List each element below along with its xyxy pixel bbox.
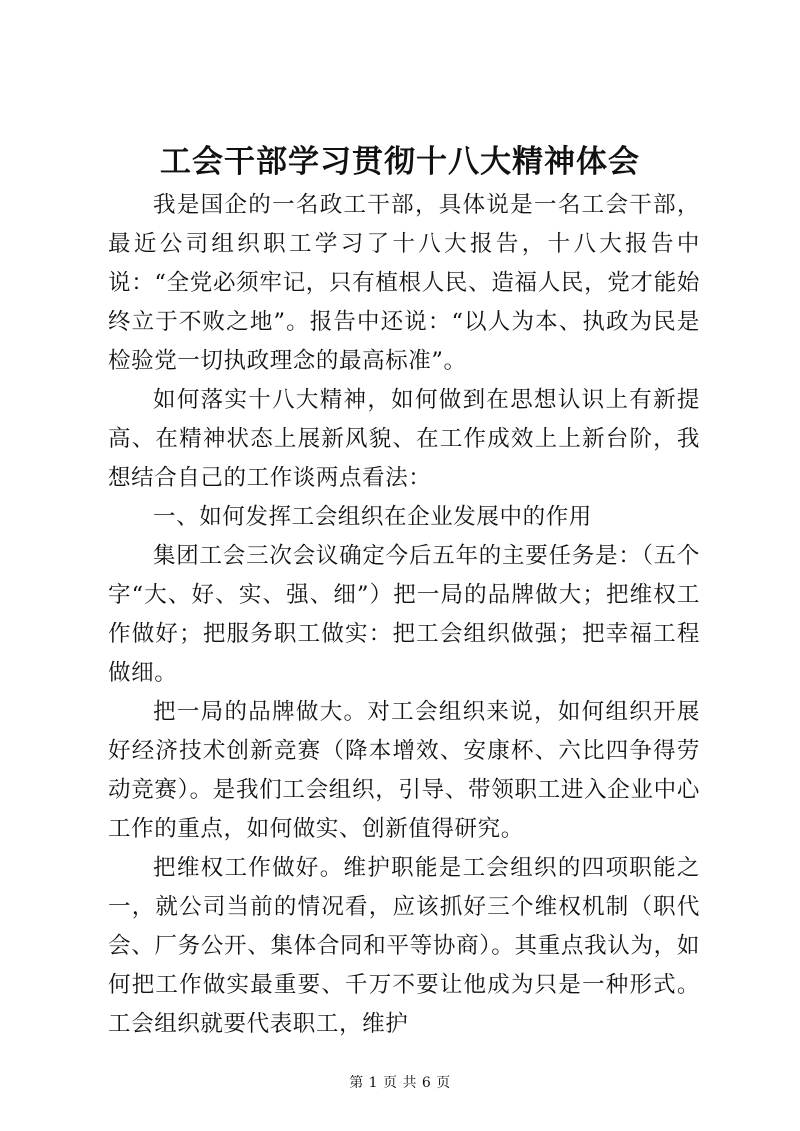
paragraph-question: 如何落实十八大精神，如何做到在思想认识上有新提高、在精神状态上展新风貌、在工作成效上上新台阶，我想结合自己的工作谈两点看法：: [108, 387, 700, 491]
paragraph-intro: 我是国企的一名政工干部，具体说是一名工会干部，最近公司组织职工学习了十八大报告，十八大报告中说：“全党必须牢记，只有植根人民、造福人民，党才能始终立于不败之地”。报告中还说：“以人为本、执政为民是检验党一切执政理念的最高标准”。: [108, 192, 700, 374]
page-footer: 第 1 页 共 6 页: [349, 1075, 451, 1091]
section-heading-1: 一、如何发挥工会组织在企业发展中的作用: [153, 504, 592, 530]
paragraph-brand: 把一局的品牌做大。对工会组织来说，如何组织开展好经济技术创新竞赛（降本增效、安康杯、六比四争得劳动竞赛）。是我们工会组织，引导、带领职工进入企业中心工作的重点，如何做实、创新值得研究。: [108, 699, 700, 842]
paragraph-tasks: 集团工会三次会议确定今后五年的主要任务是：（五个字“大、好、实、强、细”）把一局的品牌做大；把维权工作做好；把服务职工做实：把工会组织做强；把幸福工程做细。: [108, 543, 700, 686]
paragraph-rights: 把维权工作做好。维护职能是工会组织的四项职能之一，就公司当前的情况看，应该抓好三个维权机制（职代会、厂务公开、集体合同和平等协商）。其重点我认为，如何把工作做实最重要、千万不要让他成为只是一种形式。工会组织就要代表职工，维护: [108, 855, 700, 1037]
document-body: [108, 186, 700, 1044]
document-title: 工会干部学习贯彻十八大精神体会: [160, 144, 640, 180]
